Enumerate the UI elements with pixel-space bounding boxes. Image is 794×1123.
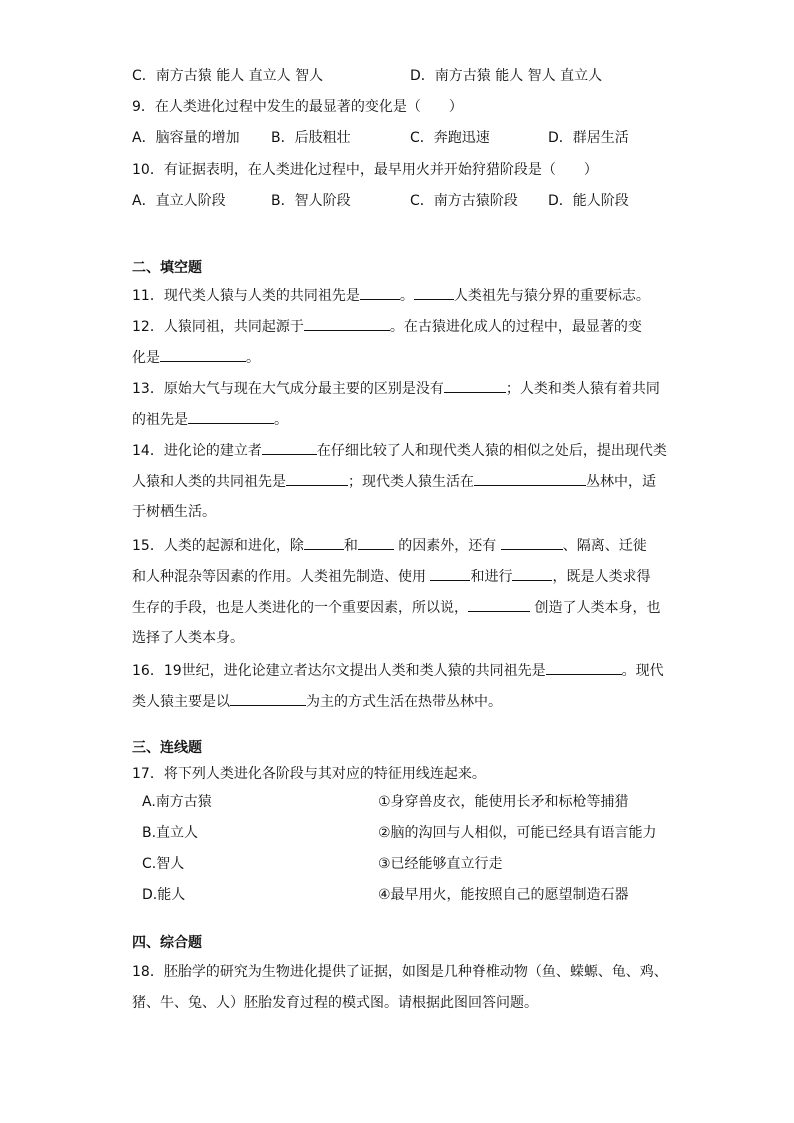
q14-line3: 于树栖生活。 [132, 504, 216, 520]
q15-text-f: 和进行 [470, 569, 513, 585]
answer-blank[interactable] [501, 535, 563, 550]
q16-text-a: 16．19世纪，进化论建立者达尔文提出人类和类人猿的共同祖先是 [132, 663, 546, 679]
q17-stem: 17．将下列人类进化各阶段与其对应的特征用线连起来。 [132, 766, 486, 782]
q12-text-a: 12．人猿同祖，共同起源于 [132, 319, 304, 335]
q12-line2 [132, 347, 260, 368]
match-right-2[interactable]: ②脑的沟回与人相似，可能已经具有语言能力 [378, 825, 657, 841]
q15-text-c: 的因素外，还有 [398, 538, 497, 554]
answer-blank[interactable] [358, 535, 394, 550]
section-heading-matching: 三、连线题 [132, 740, 202, 756]
answer-blank[interactable] [512, 566, 552, 581]
answer-blank[interactable] [286, 471, 348, 486]
answer-blank[interactable] [304, 316, 390, 331]
q16-line2 [132, 691, 502, 712]
match-left-b[interactable]: B.直立人 [142, 825, 199, 841]
q13-line1 [132, 378, 660, 399]
q15-text-a: 15．人类的起源和进化，除 [132, 538, 304, 554]
answer-blank[interactable] [468, 597, 530, 612]
q14-line2 [132, 471, 656, 492]
answer-blank[interactable] [262, 440, 317, 455]
q12-text-d: 。 [246, 350, 260, 366]
match-left-a[interactable]: A.南方古猿 [142, 794, 212, 810]
q14-text-c: 人猿和人类的共同祖先是 [132, 474, 286, 490]
answer-blank[interactable] [444, 378, 506, 393]
q10-option-a: A．直立人阶段 [132, 193, 226, 209]
q15-text-e: 和人种混杂等因素的作用。人类祖先制造、使用 [132, 569, 426, 585]
q15-text-h: 生存的手段，也是人类进化的一个重要因素，所以说， [132, 600, 468, 616]
q14-text-e: 丛林中，适 [586, 474, 656, 490]
q9-option-a: A．脑容量的增加 [132, 130, 240, 146]
match-right-1[interactable]: ①身穿兽皮衣，能使用长矛和标枪等捕猎 [378, 794, 629, 810]
q16-line1 [132, 660, 664, 681]
answer-blank[interactable] [430, 566, 470, 581]
q12-text-c: 化是 [132, 350, 160, 366]
q10-option-b: B．智人阶段 [271, 193, 351, 209]
q10-option-d: D．能人阶段 [548, 193, 629, 209]
q16-text-d: 为主的方式生活在热带丛林中。 [306, 694, 502, 710]
answer-blank[interactable] [360, 285, 400, 300]
q15-line4: 选择了人类本身。 [132, 630, 244, 646]
q15-text-i: 创造了人类本身，也 [534, 600, 661, 616]
q14-text-a: 14．进化论的建立者 [132, 443, 262, 459]
answer-blank[interactable] [230, 691, 306, 706]
q13-text-b: ；人类和类人猿有着共同 [505, 381, 660, 397]
q11-text-b: 。 [399, 288, 414, 304]
match-right-3[interactable]: ③已经能够直立行走 [378, 856, 503, 872]
section-heading-comprehensive: 四、综合题 [132, 935, 202, 951]
q13-line2 [132, 409, 288, 430]
q13-text-c: 的祖先是 [132, 412, 188, 428]
answer-blank[interactable] [546, 660, 622, 675]
q15-line3 [132, 597, 660, 618]
q9-option-d: D．群居生活 [548, 130, 629, 146]
answer-blank[interactable] [414, 285, 454, 300]
q14-text-d: ；现代类人猿生活在 [348, 474, 474, 490]
q15-line1 [132, 535, 647, 556]
q18-line1: 18．胚胎学的研究为生物进化提供了证据，如图是几种脊椎动物（鱼、蝾螈、龟、鸡、 [132, 964, 668, 980]
q11-text-c: 人类祖先与猿分界的重要标志。 [453, 288, 650, 304]
answer-blank[interactable] [474, 471, 586, 486]
q13-text-d: 。 [274, 412, 288, 428]
q15-line2 [132, 566, 650, 587]
answer-blank[interactable] [304, 535, 344, 550]
q9-stem: 9．在人类进化过程中发生的最显著的变化是（ ） [132, 99, 463, 115]
match-left-c[interactable]: C.智人 [142, 856, 185, 872]
q14-text-b: 在仔细比较了人和现代类人猿的相似之处后，提出现代类 [316, 443, 667, 459]
q15-text-b: 和 [343, 538, 358, 554]
q10-stem: 10．有证据表明，在人类进化过程中，最早用火并开始狩猎阶段是（ ） [132, 162, 598, 178]
q9-option-b: B．后肢粗壮 [271, 130, 351, 146]
q12-line1 [132, 316, 642, 337]
q8-option-d: D．南方古猿 能人 智人 直立人 [410, 68, 603, 84]
q15-text-d: 、隔离、迁徙 [562, 538, 647, 554]
answer-blank[interactable] [160, 347, 246, 362]
q11-text-a: 11．现代类人猿与人类的共同祖先是 [132, 288, 360, 304]
q14-line1 [132, 440, 667, 461]
match-right-4[interactable]: ④最早用火，能按照自己的愿望制造石器 [378, 887, 629, 903]
q11 [132, 285, 650, 306]
q9-option-c: C．奔跑迅速 [410, 130, 490, 146]
match-left-d[interactable]: D.能人 [142, 887, 186, 903]
q10-option-c: C．南方古猿阶段 [410, 193, 518, 209]
answer-blank[interactable] [188, 409, 274, 424]
section-heading-fill-in: 二、填空题 [132, 260, 202, 276]
q12-text-b: 。在古猿进化成人的过程中，最显著的变 [389, 319, 642, 335]
q8-option-c: C．南方古猿 能人 直立人 智人 [132, 68, 324, 84]
q16-text-b: 。现代 [621, 663, 664, 679]
q18-line2: 猪、牛、兔、人）胚胎发育过程的模式图。请根据此图回答问题。 [132, 995, 538, 1011]
q16-text-c: 类人猿主要是以 [132, 694, 230, 710]
q13-text-a: 13．原始大气与现在大气成分最主要的区别是没有 [132, 381, 444, 397]
q15-text-g: ，既是人类求得 [552, 569, 651, 585]
